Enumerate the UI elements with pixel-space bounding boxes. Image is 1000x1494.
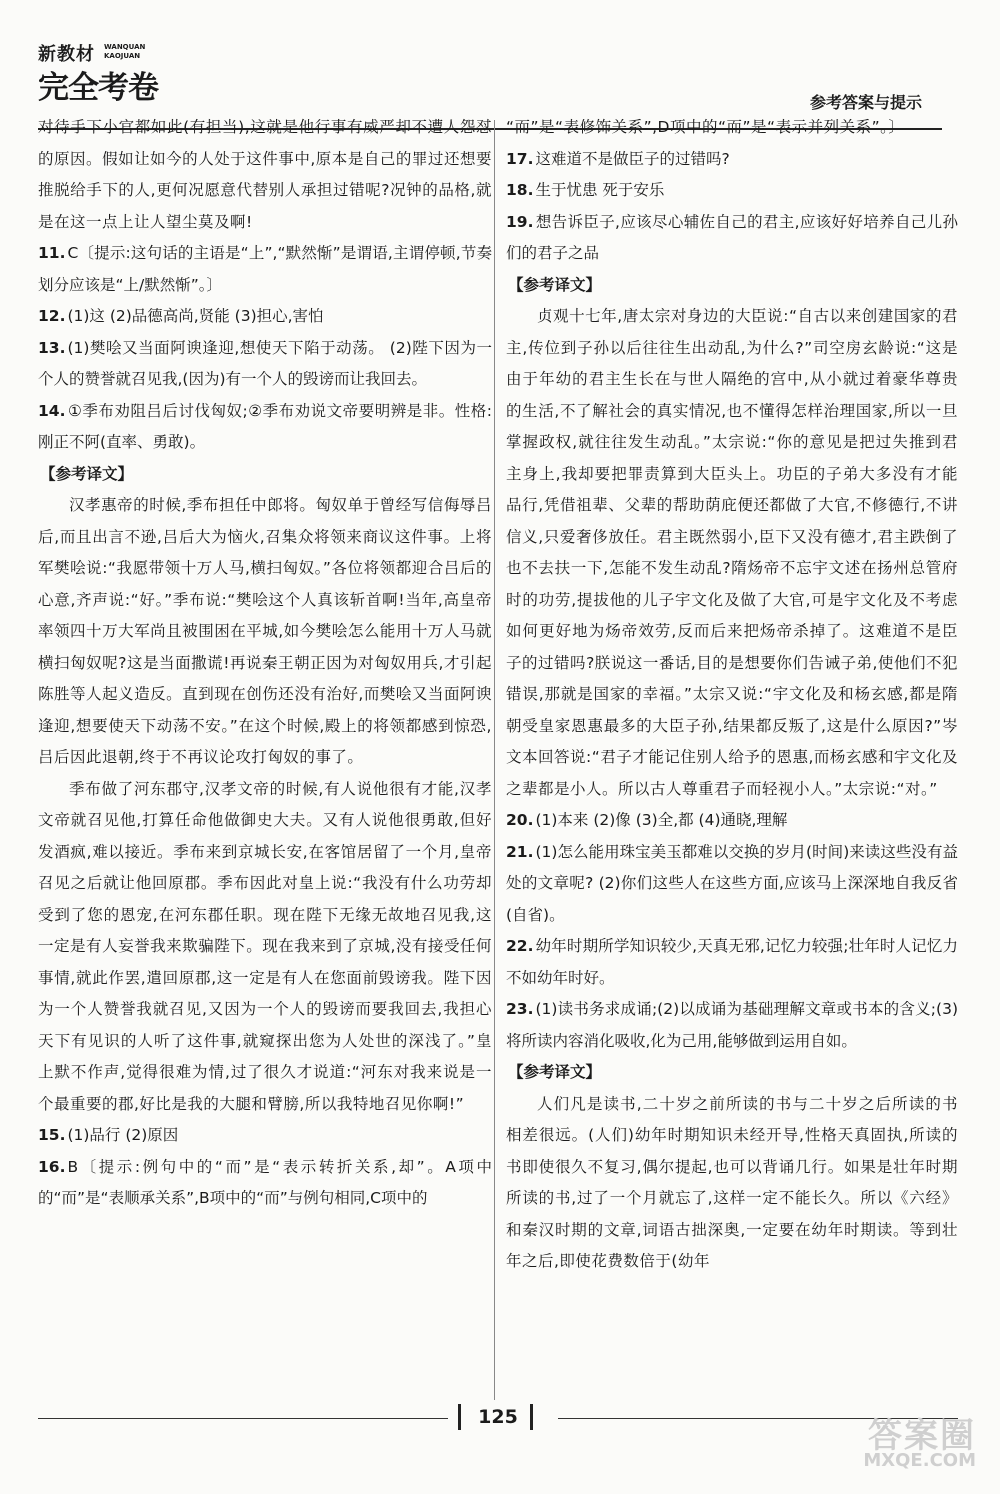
answer-text: C〔提示:这句话的主语是“上”,“默然惭”是谓语,主谓停顿,节奏划分应该是“上/默然惭”。〕 xyxy=(38,244,492,294)
footer-bar-right xyxy=(530,1404,533,1430)
translation-paragraph: 人们凡是读书,二十岁之前所读的书与二十岁之后所读的书相差很远。(人们)幼年时期知识未经开导,性格天真固执,所读的书即使很久不复习,偶尔提起,也可以背诵几行。如果是壮年时期所读的书,过了一个月就忘了,这样一定不能长久。所以《六经》和秦汉时期的文章,词语古拙深奥,一定要在幼年时期读。等到壮年之后,即使花费数倍于(幼年 xyxy=(506,1094,958,1270)
answer-19 xyxy=(506,207,958,270)
answer-text: 想告诉臣子,应该尽心辅佐自己的君主,应该好好培养自己儿孙们的君子之品 xyxy=(506,212,958,262)
page-footer xyxy=(38,1402,958,1432)
answer-11 xyxy=(38,238,492,301)
question-number: 23. xyxy=(506,1000,534,1018)
translation-paragraph: 汉孝惠帝的时候,季布担任中郎将。匈奴单于曾经写信侮辱吕后,而且出言不逊,吕后大为恼火,召集众将领来商议这件事。上将军樊哙说:“我愿带领十万人马,横扫匈奴。”各位将领都迎合吕后的心意,齐声说:“好。”季布说:“樊哙这个人真该斩首啊!当年,高皇帝率领四十万大军尚且被围困在平城,如今樊哙怎么能用十万人马就横扫匈奴呢?这是当面撒谎!再说秦王朝正因为对匈奴用兵,才引起陈胜等人起义造反。直到现在创伤还没有治好,而樊哙又当面阿谀逢迎,想要使天下动荡不安。”在这个时候,殿上的将领都感到惊恐,吕后因此退朝,终于不再议论攻打匈奴的事了。 xyxy=(38,496,492,766)
answer-22 xyxy=(506,931,958,994)
answer-text: 这难道不是做臣子的过错吗? xyxy=(535,149,730,168)
answer-16-continued: “而”是“表修饰关系”,D项中的“而”是“表示并列关系”。〕 xyxy=(506,118,905,136)
question-number: 19. xyxy=(506,212,534,231)
brand-sub-2: KAOJUAN xyxy=(104,52,141,60)
question-number: 14. xyxy=(38,401,66,420)
question-number: 13. xyxy=(38,338,66,357)
question-number: 12. xyxy=(38,307,66,325)
question-number: 17. xyxy=(506,149,534,168)
answer-16 xyxy=(38,1152,492,1215)
answer-text: (1)品行 (2)原因 xyxy=(67,1126,179,1144)
answer-text: 生于忧患 死于安乐 xyxy=(535,181,665,199)
answer-20 xyxy=(506,805,958,837)
answer-18 xyxy=(506,175,958,207)
column-divider xyxy=(494,120,495,1400)
reference-translation-label: 【参考译文】 xyxy=(508,275,602,294)
brand-top: 新教材 xyxy=(38,44,95,65)
watermark-logo: 答案圈 xyxy=(868,1416,976,1456)
reference-translation-label: 【参考译文】 xyxy=(508,1063,602,1081)
left-column xyxy=(38,112,492,1215)
answer-text: B〔提示:例句中的“而”是“表示转折关系,却”。A项中的“而”是“表顺承关系”,B项中的“而”与例句相同,C项中的 xyxy=(38,1157,492,1207)
brand-sub xyxy=(104,43,145,61)
brand-sub-1: WANQUAN xyxy=(104,43,146,51)
question-number: 16. xyxy=(38,1157,66,1176)
answer-text: (1)怎么能用珠宝美玉都难以交换的岁月(时间)来读这些没有益处的文章呢? (2)你们这些人在这些方面,应该马上深深地自我反省(自省)。 xyxy=(506,842,958,924)
answer-12 xyxy=(38,301,492,333)
answer-text: 幼年时期所学知识较少,天真无邪,记忆力较强;壮年时人记忆力不如幼年时好。 xyxy=(506,937,958,987)
answer-text: (1)樊哙又当面阿谀逢迎,想使天下陷于动荡。 (2)陛下因为一个人的赞誉就召见我,(因为)有一个人的毁谤而让我回去。 xyxy=(38,338,492,388)
reference-translation-label: 【参考译文】 xyxy=(40,464,134,483)
section-title: 参考答案与提示 xyxy=(809,93,922,112)
answer-17 xyxy=(506,144,958,176)
footer-bar-left xyxy=(458,1404,461,1430)
translation-paragraph: 季布做了河东郡守,汉孝文帝的时候,有人说他很有才能,汉孝文帝就召见他,打算任命他做御史大夫。又有人说他很勇敢,但好发酒疯,难以接近。季布来到京城长安,在客馆居留了一个月,皇帝召见之后就让他回原郡。季布因此对皇上说:“我没有什么功劳却受到了您的恩宠,在河东郡任职。现在陛下无缘无故地召见我,这一定是有人妄誉我来欺骗陛下。现在我来到了京城,没有接受任何事情,就此作罢,遣回原郡,这一定是有人在您面前毁谤我。陛下因为一个人赞誉我就召见,又因为一个人的毁谤而要我回去,我担心天下有见识的人听了这件事,就窥探出您为人处世的深浅了。”皇上默不作声,觉得很难为情,过了很久才说道:“河东对我来说是一个最重要的郡,好比是我的大腿和臂膀,所以我特地召见你啊!” xyxy=(38,779,492,1113)
question-number: 18. xyxy=(506,181,534,199)
paragraph-continuation: 对待手下小官都如此(有担当),这就是他行事有威严却不遭人怨怼的原因。假如让如今的人处于这件事中,原本是自己的罪过还想要推脱给手下的人,更何况愿意代替别人承担过错呢?况钟的品格,就是在这一点上让人望尘莫及啊! xyxy=(38,118,492,231)
answer-15 xyxy=(38,1120,492,1152)
answer-21 xyxy=(506,837,958,932)
page-header xyxy=(38,40,942,112)
answer-text: ①季布劝阻吕后讨伐匈奴;②季布劝说文帝要明辨是非。性格:刚正不阿(直率、勇敢)。 xyxy=(38,401,492,451)
watermark-url: MXQE.COM xyxy=(863,1450,976,1471)
brand-logo: 完全考卷 xyxy=(38,70,158,106)
page-number: 125 xyxy=(478,1406,518,1428)
footer-rule-left xyxy=(38,1418,448,1419)
translation-paragraph: 贞观十七年,唐太宗对身边的大臣说:“自古以来创建国家的君主,传位到子孙以后往往生出动乱,为什么?”司空房玄龄说:“这是由于年幼的君主生长在与世人隔绝的宫中,从小就过着豪华尊贵的生活,不了解社会的真实情况,也不懂得怎样治理国家,所以一旦掌握政权,就往往发生动乱。”太宗说:“你的意见是把过失推到君主身上,我却要把罪责算到大臣头上。功臣的子弟大多没有才能品行,凭借祖辈、父辈的帮助荫庇便还都做了大官,不修德行,不讲信义,只爱奢侈放任。君主既然弱小,臣下又没有德才,君主跌倒了也不去扶一下,怎能不发生动乱?隋炀帝不忘宇文述在扬州总管府时的功劳,提拔他的儿子宇文化及做了大官,可是宇文化及不考虑如何更好地为炀帝效劳,反而后来把炀帝杀掉了。这难道不是臣子的过错吗?朕说这一番话,目的是想要你们告诫子弟,使他们不犯错误,那就是国家的幸福。”太宗又说:“宇文化及和杨玄感,都是隋朝受皇家恩惠最多的大臣子孙,结果都反叛了,这是什么原因?”岑文本回答说:“君子才能记住别人给予的恩惠,而杨玄感和宇文化及之辈都是小人。所以古人尊重君子而轻视小人。”太宗说:“对。” xyxy=(506,307,958,798)
question-number: 15. xyxy=(38,1126,66,1144)
answer-text: (1)本来 (2)像 (3)全,都 (4)通晓,理解 xyxy=(535,811,788,829)
question-number: 11. xyxy=(38,244,66,262)
right-column xyxy=(506,112,958,1278)
answer-14 xyxy=(38,396,492,459)
answer-13 xyxy=(38,333,492,396)
question-number: 22. xyxy=(506,937,534,955)
question-number: 20. xyxy=(506,811,534,829)
answer-text: (1)这 (2)品德高尚,贤能 (3)担心,害怕 xyxy=(67,307,324,325)
question-number: 21. xyxy=(506,842,534,861)
answer-text: (1)读书务求成诵;(2)以成诵为基础理解文章或书本的含义;(3)将所读内容消化吸收,化为己用,能够做到运用自如。 xyxy=(506,1000,958,1050)
answer-23 xyxy=(506,994,958,1057)
